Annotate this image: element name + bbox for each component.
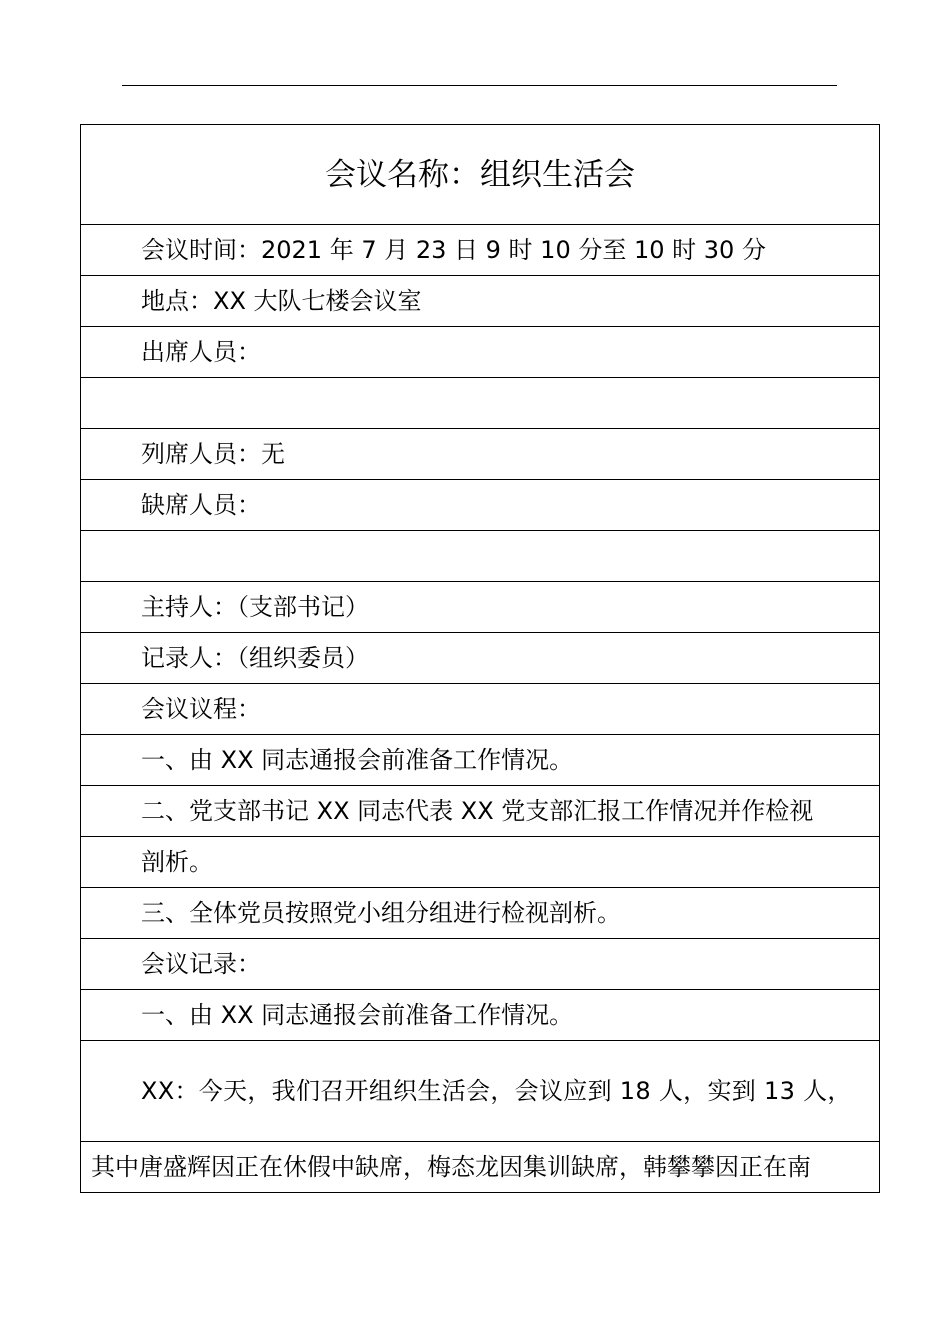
observers: 列席人员：无 xyxy=(141,440,285,468)
time-row xyxy=(81,225,880,276)
meeting-title: 会议名称：组织生活会 xyxy=(81,125,880,225)
meeting-location: 地点：XX 大队七楼会议室 xyxy=(141,287,422,315)
minutes-paragraph-2: 其中唐盛辉因正在休假中缺席，梅态龙因集训缺席，韩攀攀因正在南 xyxy=(91,1153,811,1181)
recorder: 记录人：（组织委员） xyxy=(141,644,369,672)
attendees-row xyxy=(81,327,880,378)
minutes-paragraph-row xyxy=(81,1142,880,1193)
agenda-label: 会议议程： xyxy=(141,695,261,723)
meeting-time: 会议时间：2021 年 7 月 23 日 9 时 10 分至 10 时 30 分 xyxy=(141,236,766,264)
minutes-paragraph-row xyxy=(81,1041,880,1142)
agenda-item-row xyxy=(81,786,880,837)
minutes-item-1: 一、由 XX 同志通报会前准备工作情况。 xyxy=(141,1001,574,1029)
title-row xyxy=(81,125,880,225)
absentees-value-row xyxy=(81,531,880,582)
minutes-label-row xyxy=(81,939,880,990)
agenda-item-2-line-2: 剖析。 xyxy=(141,848,213,876)
absentees-row xyxy=(81,480,880,531)
location-row xyxy=(81,276,880,327)
minutes-paragraph-1: XX：今天，我们召开组织生活会，会议应到 18 人，实到 13 人， xyxy=(141,1077,852,1105)
agenda-item-3: 三、全体党员按照党小组分组进行检视剖析。 xyxy=(141,899,621,927)
agenda-item-row xyxy=(81,837,880,888)
agenda-item-row xyxy=(81,888,880,939)
agenda-item-2-line-1: 二、党支部书记 XX 同志代表 XX 党支部汇报工作情况并作检视 xyxy=(141,797,814,825)
recorder-row xyxy=(81,633,880,684)
attendees-value-row xyxy=(81,378,880,429)
agenda-item-row xyxy=(81,735,880,786)
host-row xyxy=(81,582,880,633)
minutes-label: 会议记录： xyxy=(141,950,261,978)
agenda-label-row xyxy=(81,684,880,735)
host: 主持人：（支部书记） xyxy=(141,593,369,621)
attendees-label: 出席人员： xyxy=(141,338,261,366)
absentees-label: 缺席人员： xyxy=(141,491,261,519)
header-rule xyxy=(122,85,837,86)
minutes-item-row xyxy=(81,990,880,1041)
meeting-record-table xyxy=(80,124,880,1193)
observers-row xyxy=(81,429,880,480)
agenda-item-1: 一、由 XX 同志通报会前准备工作情况。 xyxy=(141,746,574,774)
